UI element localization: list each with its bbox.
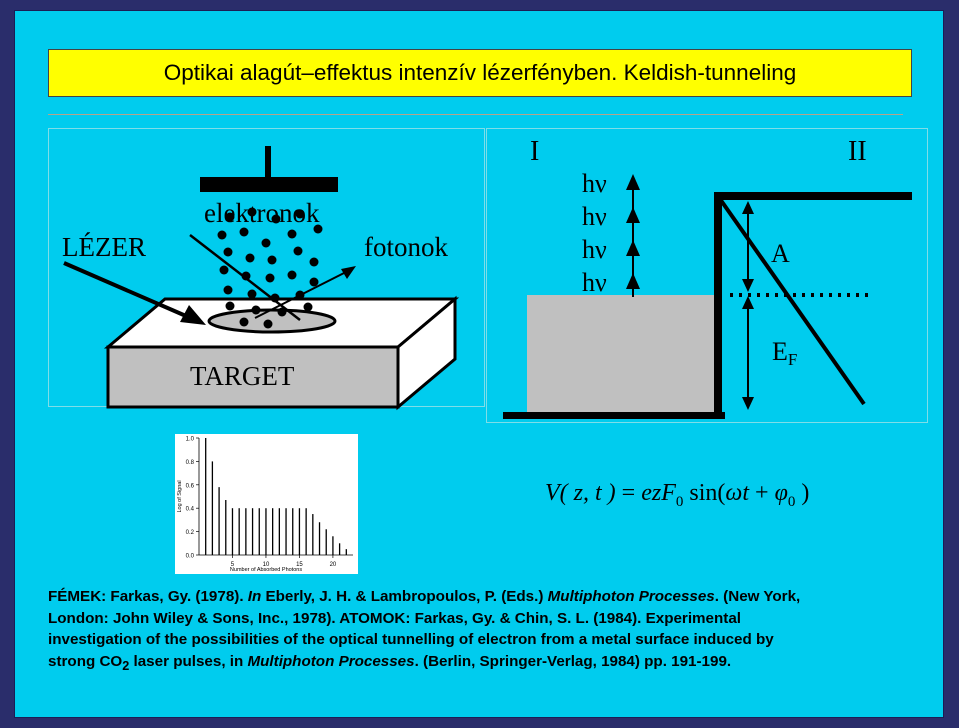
reference-line-4: strong $CO_2$ laser pulses, in Multiphoton Processes. (Berlin, Springer-Verlag, 1984) pp. 191-199. bbox=[48, 652, 732, 673]
chart-y-axis-label: Log of Signal bbox=[177, 480, 183, 513]
chart-y-tick-label: 0.0 bbox=[185, 553, 194, 560]
formula-V: V bbox=[545, 480, 560, 506]
formula-phi: φ bbox=[774, 480, 788, 506]
chart-svg bbox=[175, 434, 358, 574]
tilted-potential bbox=[720, 199, 864, 404]
formula-equals: = bbox=[615, 480, 642, 506]
metal-block bbox=[527, 295, 719, 415]
chart-x-axis-label: Number of Absorbed Photons bbox=[229, 567, 303, 573]
formula-plus: + bbox=[749, 480, 775, 506]
photons-label: fotonok bbox=[364, 232, 448, 262]
region-II-label: II bbox=[848, 136, 867, 167]
formula-close: ) bbox=[795, 480, 810, 506]
absorbed-photons-chart bbox=[175, 434, 358, 574]
region-I-label: I bbox=[530, 136, 540, 167]
chart-x-tick-label: 10 bbox=[262, 562, 270, 568]
photon-label-1: hν bbox=[582, 169, 607, 198]
formula-sin: sin( bbox=[683, 480, 726, 506]
formula-ez: ez bbox=[641, 480, 662, 506]
vacuum-level-line bbox=[714, 192, 912, 200]
reference-line-1: FÉMEK: Farkas, Gy. (1978). In Eberly, J. H. & Lambropoulos, P. (Eds.) Multiphoton Processes. (New York, bbox=[48, 588, 801, 605]
chart-x-tick-label: 20 bbox=[329, 562, 337, 568]
formula-phi-sub: 0 bbox=[787, 493, 796, 510]
laser-label: LÉZER bbox=[62, 232, 146, 262]
chart-y-tick-label: 0.2 bbox=[185, 530, 194, 537]
fermi-energy-label: EF bbox=[772, 337, 798, 369]
barrier-label: A bbox=[771, 239, 790, 268]
photon-label-4: hν bbox=[582, 268, 607, 297]
target-label: TARGET bbox=[190, 361, 295, 391]
barrier-arrow-up bbox=[742, 201, 754, 214]
references bbox=[48, 586, 920, 677]
formula-F: F bbox=[661, 480, 676, 506]
metal-bottom-line bbox=[503, 412, 725, 419]
barrier-arrow-down bbox=[742, 279, 754, 292]
chart-y-tick-label: 1.0 bbox=[185, 436, 194, 443]
formula-F-sub: 0 bbox=[675, 493, 684, 510]
formula-args: ( z, t ) bbox=[559, 480, 616, 506]
chart-y-tick-label: 0.8 bbox=[185, 459, 194, 466]
fermi-arrow-down bbox=[742, 397, 754, 410]
barrier-wall bbox=[714, 197, 722, 419]
reference-line-2: London: John Wiley & Sons, Inc., 1978). ATOMOK: Farkas, Gy. & Chin, S. L. (1984). Experimental bbox=[48, 609, 741, 627]
title-text: Optikai alagút–effektus intenzív lézerfényben. Keldish-tunneling bbox=[163, 60, 797, 85]
photon-arrows bbox=[626, 174, 640, 297]
formula-omega-t: ωt bbox=[725, 480, 750, 506]
chart-x-tick-label: 15 bbox=[296, 562, 303, 568]
reference-line-3: investigation of the possibilities of the optical tunnelling of electron from a metal surface induced by bbox=[48, 631, 774, 648]
fermi-arrow-up bbox=[742, 296, 754, 309]
photon-label-2: hν bbox=[582, 202, 607, 231]
chart-y-tick-label: 0.4 bbox=[185, 506, 194, 513]
chart-y-tick-label: 0.6 bbox=[185, 483, 194, 490]
chart-x-tick-label: 5 bbox=[230, 562, 235, 568]
tunneling-potential-formula bbox=[545, 480, 915, 520]
photon-label-3: hν bbox=[582, 235, 607, 264]
electrons-label: elektronok bbox=[204, 198, 320, 228]
